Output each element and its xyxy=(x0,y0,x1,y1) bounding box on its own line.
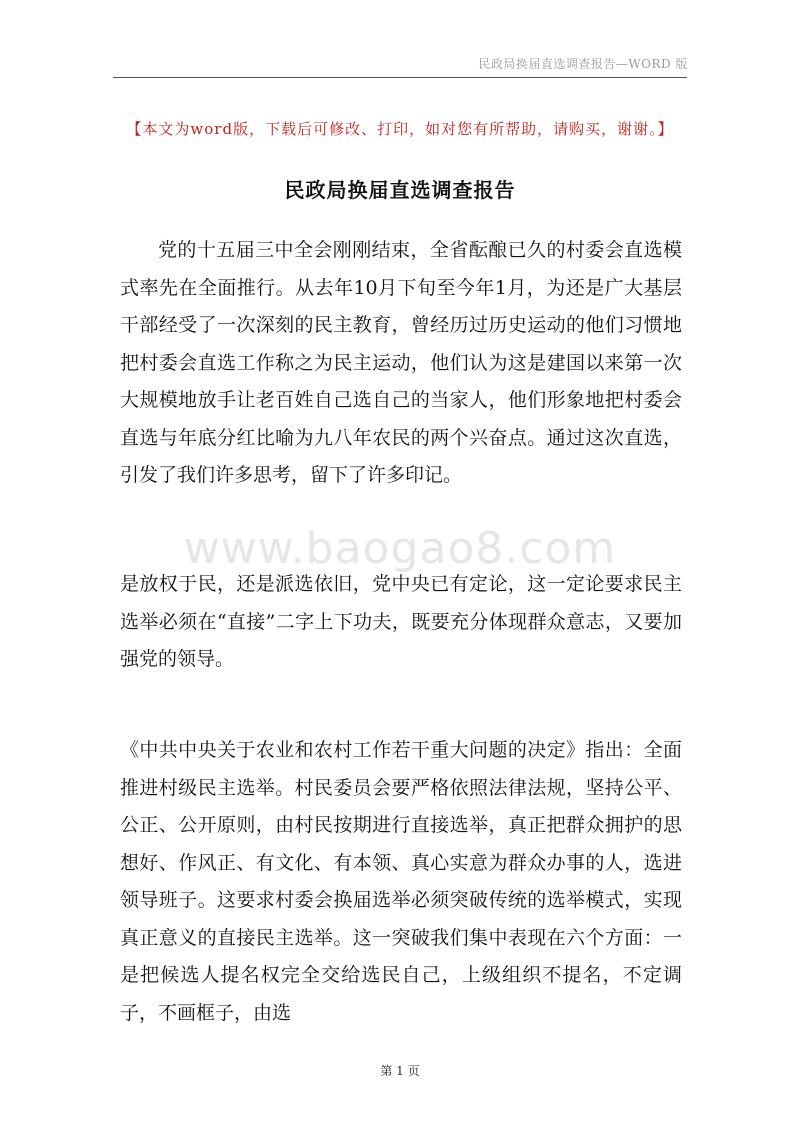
purchase-notice: 【本文为word版，下载后可修改、打印，如对您有所帮助，请购买，谢谢。】 xyxy=(126,120,674,138)
document-title: 民政局换届直选调查报告 xyxy=(284,178,516,202)
header-divider xyxy=(113,77,687,78)
page-number: 第 1 页 xyxy=(380,1064,420,1078)
paragraph-1: 党的十五届三中全会刚刚结束，全省酝酿已久的村委会直选模式率先在全面推行。从去年10月下旬至今年1月，为还是广大基层干部经受了一次深刻的民主教育，曾经历过历史运动的他们习惯地把村委会直选工作称之为民主运动，他们认为这是建国以来第一次大规模地放手让老百姓自己选自己的当家人，他们形象地把村委会直选与年底分红比喻为九八年农民的两个兴奋点。通过这次直选，引发了我们许多思考，留下了许多印记。 xyxy=(120,239,682,486)
paragraph-3: 《中共中央关于农业和农村工作若干重大问题的决定》指出：全面推进村级民主选举。村民委员会要严格依照法律法规，坚持公平、公正、公开原则，由村民按期进行直接选举，真正把群众拥护的思想好、作风正、有文化、有本领、真心实意为群众办事的人，选进领导班子。这要求村委会换届选举必须突破传统的选举模式，实现真正意义的直接民主选举。这一突破我们集中表现在六个方面：一是把候选人提名权完全交给选民自己，上级组织不提名，不定调子，不画框子，由选 xyxy=(120,739,682,1024)
watermark-text: www.baogao8.com xyxy=(183,523,617,574)
paragraph-2: 是放权于民，还是派选依旧，党中央已有定论，这一定论要求民主选举必须在“直接”二字上下功夫，既要充分体现群众意志，又要加强党的领导。 xyxy=(120,573,682,670)
running-header: 民政局换届直选调查报告—WORD 版 xyxy=(478,57,688,71)
